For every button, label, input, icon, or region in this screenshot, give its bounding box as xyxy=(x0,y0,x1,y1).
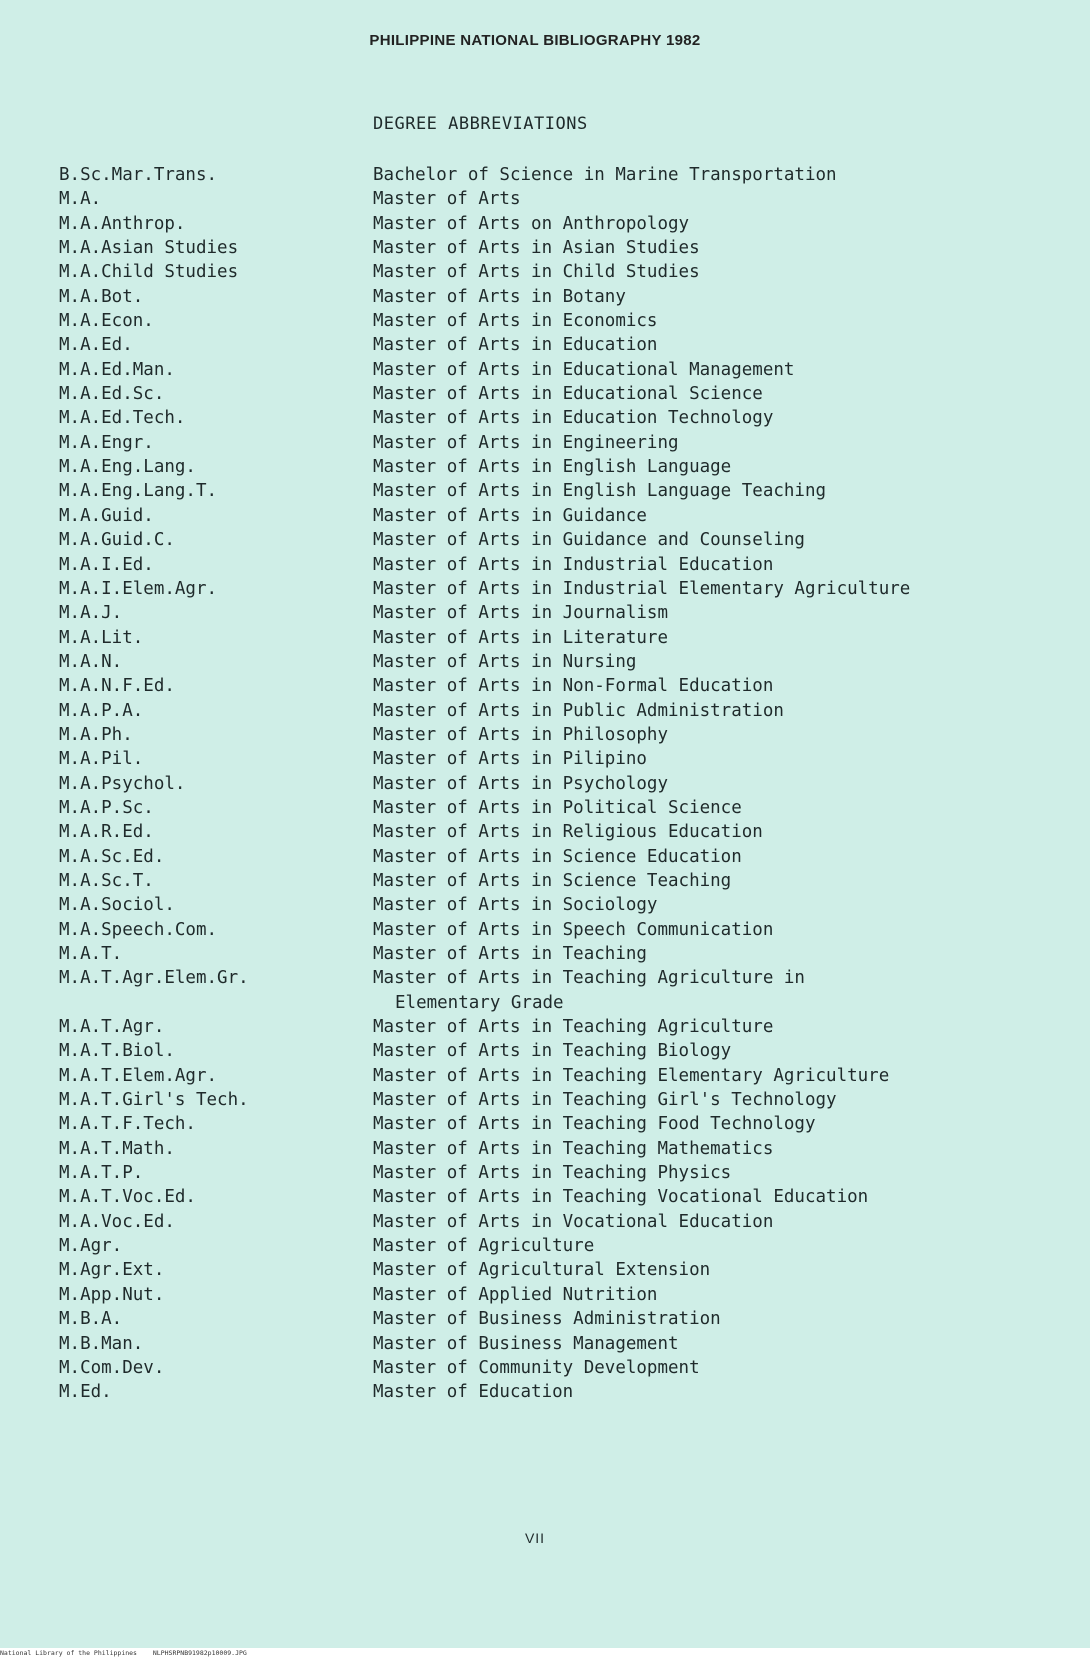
degree-meaning: Bachelor of Science in Marine Transportation xyxy=(373,165,837,185)
list-item xyxy=(59,1283,1069,1307)
list-item xyxy=(59,1210,1069,1234)
degree-meaning: Master of Business Management xyxy=(373,1333,679,1354)
list-item xyxy=(59,1039,1069,1063)
list-item xyxy=(59,212,1069,236)
degree-abbreviation: M.Agr.Ext. xyxy=(59,1260,165,1281)
degree-abbreviation: M.A.Ed.Man. xyxy=(59,359,175,380)
degree-meaning: Master of Arts in Philosophy xyxy=(373,724,669,745)
degree-meaning: Master of Arts in Speech Communication xyxy=(373,919,774,940)
list-item xyxy=(59,966,1069,990)
degree-abbreviation: M.A.Sc.T. xyxy=(59,870,154,891)
degree-abbreviation: M.A.Ed.Sc. xyxy=(59,384,165,405)
degree-meaning: Master of Arts in English Language xyxy=(373,457,732,478)
degree-meaning: Master of Arts in Religious Education xyxy=(373,822,763,843)
degree-meaning: Master of Arts in Science Education xyxy=(373,846,742,867)
list-item xyxy=(59,358,1069,382)
degree-meaning: Master of Arts in Engineering xyxy=(373,432,679,453)
degree-abbreviation: M.A.T.F.Tech. xyxy=(59,1114,196,1135)
list-item xyxy=(59,309,1069,333)
list-item xyxy=(59,1015,1069,1039)
list-item xyxy=(59,1307,1069,1331)
degree-abbreviation: M.A.T.P. xyxy=(59,1163,144,1184)
list-item xyxy=(59,796,1069,820)
degree-abbreviation: M.A.Engr. xyxy=(59,432,154,453)
degree-meaning: Master of Arts in English Language Teaching xyxy=(373,481,827,502)
degree-abbreviation: M.A.Speech.Com. xyxy=(59,919,218,940)
degree-meaning: Master of Arts in Nursing xyxy=(373,651,637,672)
degree-meaning: Master of Arts in Child Studies xyxy=(373,262,700,283)
list-item xyxy=(59,1234,1069,1258)
degree-abbreviation: M.A.Econ. xyxy=(59,311,154,332)
list-item xyxy=(59,845,1069,869)
degree-meaning: Master of Arts in Teaching Mathematics xyxy=(373,1138,774,1159)
list-item xyxy=(59,918,1069,942)
footer-file: NLPHSRPNB91982p10009.JPG xyxy=(152,1649,247,1657)
list-item xyxy=(59,382,1069,406)
degree-abbreviation: M.A. xyxy=(59,189,102,210)
abbreviation-list xyxy=(59,163,1069,1405)
degree-abbreviation: M.A.P.A. xyxy=(59,700,144,721)
degree-abbreviation: M.A.Ph. xyxy=(59,724,133,745)
degree-meaning: Master of Arts in Educational Science xyxy=(373,384,763,405)
degree-abbreviation: M.A.Voc.Ed. xyxy=(59,1211,175,1232)
list-item xyxy=(59,1088,1069,1112)
degree-abbreviation: M.A.Pil. xyxy=(59,749,144,770)
list-item xyxy=(59,479,1069,503)
degree-meaning: Master of Arts in Botany xyxy=(373,286,626,307)
degree-meaning: Master of Arts in Psychology xyxy=(373,773,669,794)
list-item xyxy=(59,674,1069,698)
degree-abbreviation: M.A.T.Girl's Tech. xyxy=(59,1090,249,1111)
degree-meaning: Master of Arts in Asian Studies xyxy=(373,238,700,259)
degree-meaning: Master of Arts in Sociology xyxy=(373,895,658,916)
degree-meaning: Master of Arts in Educational Management xyxy=(373,359,795,380)
degree-meaning: Master of Arts in Education Technology xyxy=(373,408,774,429)
degree-abbreviation: M.A.Lit. xyxy=(59,627,144,648)
degree-meaning: Master of Arts in Literature xyxy=(373,627,669,648)
degree-abbreviation: M.A.Eng.Lang.T. xyxy=(59,481,218,502)
list-item xyxy=(59,1064,1069,1088)
degree-meaning: Master of Arts on Anthropology xyxy=(373,213,690,234)
degree-abbreviation: M.A.Sc.Ed. xyxy=(59,846,165,867)
degree-meaning: Master of Arts in Pilipino xyxy=(373,749,647,770)
list-item xyxy=(59,626,1069,650)
list-item xyxy=(59,723,1069,747)
degree-abbreviation: M.A.Guid.C. xyxy=(59,530,175,551)
degree-meaning-continuation: Elementary Grade xyxy=(395,992,564,1013)
degree-abbreviation: M.A.Ed. xyxy=(59,335,133,356)
list-item xyxy=(59,260,1069,284)
degree-meaning: Master of Arts in Economics xyxy=(373,311,658,332)
degree-meaning: Master of Arts in Teaching Agriculture in xyxy=(373,968,805,989)
degree-abbreviation: M.A.T.Elem.Agr. xyxy=(59,1065,218,1086)
degree-abbreviation: M.A.Anthrop. xyxy=(59,213,186,234)
degree-meaning: Master of Arts in Public Administration xyxy=(373,700,784,721)
list-item xyxy=(59,333,1069,357)
list-item xyxy=(59,650,1069,674)
degree-meaning: Master of Arts in Guidance and Counseling xyxy=(373,530,805,551)
list-item xyxy=(59,1332,1069,1356)
degree-abbreviation: M.A.T.Agr. xyxy=(59,1017,165,1038)
list-item xyxy=(59,1137,1069,1161)
degree-meaning: Master of Arts in Teaching Elementary Agriculture xyxy=(373,1065,890,1086)
degree-abbreviation: M.Com.Dev. xyxy=(59,1357,165,1378)
degree-meaning: Master of Arts in Teaching Biology xyxy=(373,1041,732,1062)
degree-abbreviation: M.A.I.Ed. xyxy=(59,554,154,575)
degree-meaning: Master of Arts in Teaching Girl's Technology xyxy=(373,1090,837,1111)
degree-meaning: Master of Arts in Teaching xyxy=(373,944,647,964)
list-item xyxy=(59,942,1069,966)
degree-abbreviation: M.Ed. xyxy=(59,1382,112,1403)
list-item xyxy=(59,1380,1069,1404)
degree-meaning: Master of Arts in Political Science xyxy=(373,797,742,818)
degree-abbreviation: M.A.Guid. xyxy=(59,505,154,526)
degree-abbreviation: M.A.N.F.Ed. xyxy=(59,676,175,697)
degree-meaning: Master of Arts xyxy=(373,189,521,210)
list-item xyxy=(59,163,1069,187)
degree-meaning: Master of Arts in Education xyxy=(373,335,658,356)
degree-abbreviation: M.A.N. xyxy=(59,651,123,672)
list-item xyxy=(59,1112,1069,1136)
degree-meaning: Master of Agricultural Extension xyxy=(373,1260,711,1281)
list-item xyxy=(59,285,1069,309)
degree-abbreviation: M.A.T.Biol. xyxy=(59,1041,175,1062)
degree-abbreviation: B.Sc.Mar.Trans. xyxy=(59,165,218,185)
list-item xyxy=(59,1258,1069,1282)
degree-abbreviation: M.Agr. xyxy=(59,1236,123,1257)
list-item xyxy=(59,869,1069,893)
degree-abbreviation: M.A.Sociol. xyxy=(59,895,175,916)
degree-meaning: Master of Arts in Teaching Vocational Education xyxy=(373,1187,869,1208)
degree-meaning: Master of Education xyxy=(373,1382,574,1403)
degree-meaning: Master of Arts in Industrial Education xyxy=(373,554,774,575)
degree-abbreviation: M.A.R.Ed. xyxy=(59,822,154,843)
list-item xyxy=(59,187,1069,211)
degree-abbreviation: M.A.J. xyxy=(59,603,123,624)
scan-footer xyxy=(0,1648,1090,1658)
degree-meaning: Master of Arts in Vocational Education xyxy=(373,1211,774,1232)
list-item xyxy=(59,699,1069,723)
degree-meaning: Master of Arts in Science Teaching xyxy=(373,870,732,891)
degree-abbreviation: M.A.Ed.Tech. xyxy=(59,408,186,429)
list-item xyxy=(59,406,1069,430)
list-item xyxy=(59,893,1069,917)
degree-meaning: Master of Business Administration xyxy=(373,1309,721,1330)
list-item xyxy=(59,504,1069,528)
degree-abbreviation: M.B.Man. xyxy=(59,1333,144,1354)
degree-meaning: Master of Applied Nutrition xyxy=(373,1284,658,1305)
list-item xyxy=(59,1356,1069,1380)
degree-abbreviation: M.A.Bot. xyxy=(59,286,144,307)
degree-abbreviation: M.A.Child Studies xyxy=(59,262,239,283)
degree-meaning: Master of Agriculture xyxy=(373,1236,595,1257)
degree-meaning: Master of Arts in Non-Formal Education xyxy=(373,676,774,697)
degree-meaning: Master of Arts in Teaching Physics xyxy=(373,1163,732,1184)
degree-abbreviation: M.A.T.Voc.Ed. xyxy=(59,1187,196,1208)
list-item xyxy=(59,820,1069,844)
degree-abbreviation: M.A.P.Sc. xyxy=(59,797,154,818)
degree-abbreviation: M.A.Psychol. xyxy=(59,773,186,794)
degree-meaning: Master of Arts in Industrial Elementary Agriculture xyxy=(373,578,911,599)
degree-meaning: Master of Community Development xyxy=(373,1357,700,1378)
list-item xyxy=(59,455,1069,479)
list-item xyxy=(59,528,1069,552)
list-item xyxy=(59,1185,1069,1209)
footer-library: National Library of the Philippines xyxy=(0,1649,137,1657)
section-title: DEGREE ABBREVIATIONS xyxy=(373,114,588,134)
degree-abbreviation: M.App.Nut. xyxy=(59,1284,165,1305)
page-header-title: PHILIPPINE NATIONAL BIBLIOGRAPHY 1982 xyxy=(369,32,701,49)
list-item xyxy=(59,431,1069,455)
degree-abbreviation: M.B.A. xyxy=(59,1309,123,1330)
list-item xyxy=(59,772,1069,796)
degree-meaning: Master of Arts in Teaching Food Technology xyxy=(373,1114,816,1135)
degree-abbreviation: M.A.T.Agr.Elem.Gr. xyxy=(59,968,249,989)
page-number: VII xyxy=(524,1530,546,1546)
list-item xyxy=(59,747,1069,771)
degree-abbreviation: M.A.T.Math. xyxy=(59,1138,175,1159)
degree-meaning: Master of Arts in Journalism xyxy=(373,603,669,624)
degree-abbreviation: M.A.Eng.Lang. xyxy=(59,457,196,478)
degree-meaning: Master of Arts in Teaching Agriculture xyxy=(373,1017,774,1038)
degree-abbreviation: M.A.I.Elem.Agr. xyxy=(59,578,218,599)
degree-meaning: Master of Arts in Guidance xyxy=(373,505,647,526)
list-item xyxy=(59,236,1069,260)
list-item xyxy=(59,601,1069,625)
list-item xyxy=(59,1161,1069,1185)
degree-abbreviation: M.A.T. xyxy=(59,944,123,964)
degree-abbreviation: M.A.Asian Studies xyxy=(59,238,239,259)
list-item xyxy=(59,577,1069,601)
list-item xyxy=(59,553,1069,577)
